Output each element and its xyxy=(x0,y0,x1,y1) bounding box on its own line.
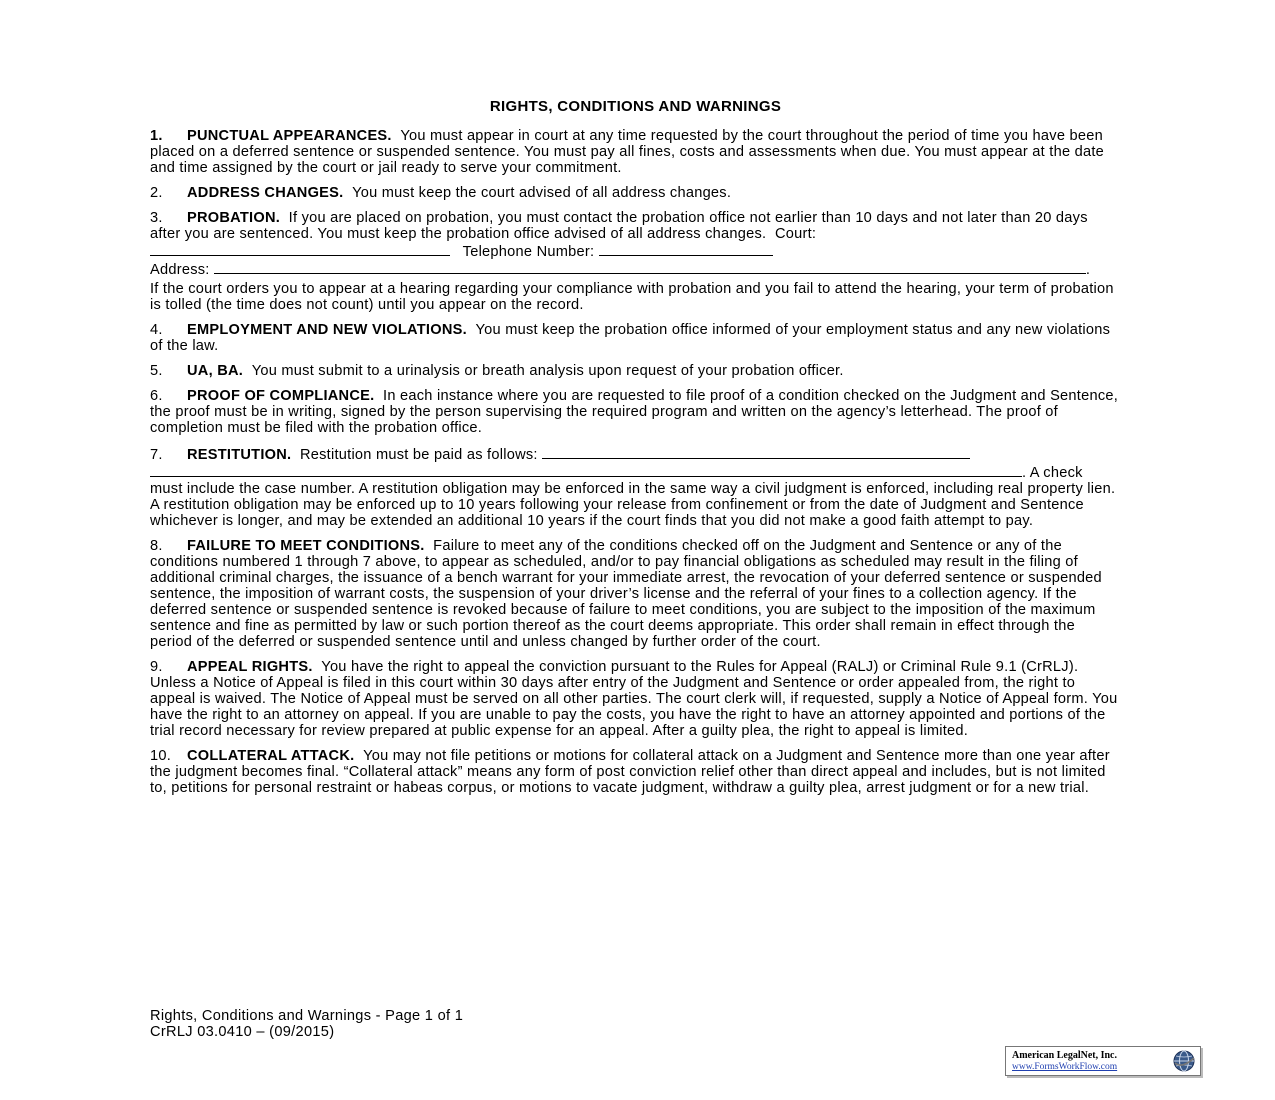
section-8 xyxy=(150,538,1120,650)
section-text: Failure to meet any of the conditions checked off on the Judgment and Sentence or any of the conditions numbered 1 through 7 above, to appear as scheduled, and/or to pay financial obligations as scheduled may result in the filing of additional criminal charges, the issuance of a bench warrant for your immediate arrest, the revocation of your deferred sentence or suspended sentence, the imposition of warrant costs, the suspension of your driver’s license and the referral of your fines to a collection agency. If the deferred sentence or suspended sentence is revoked because of failure to meet conditions, you are subject to the imposition of the maximum sentence and fine as permitted by law or such portion thereof as the court deems appropriate. This order shall remain in effect through the period of the deferred or suspended sentence until and unless changed by further order of the court. xyxy=(150,538,1102,650)
section-9 xyxy=(150,659,1120,739)
section-heading: COLLATERAL ATTACK. xyxy=(187,748,355,764)
section-text: You must submit to a urinalysis or breath analysis upon request of your probation officer. xyxy=(251,363,844,379)
section-heading: PROBATION. xyxy=(187,210,281,226)
section-number: 7. xyxy=(150,447,163,463)
section-number: 9. xyxy=(150,659,163,675)
section-heading: EMPLOYMENT AND NEW VIOLATIONS. xyxy=(187,322,467,338)
section-10 xyxy=(150,748,1120,796)
section-heading: PUNCTUAL APPEARANCES. xyxy=(187,128,392,144)
section-number: 4. xyxy=(150,322,163,338)
address-blank[interactable] xyxy=(214,260,1086,274)
section-heading: APPEAL RIGHTS. xyxy=(187,659,313,675)
section-text: Restitution must be paid as follows: xyxy=(299,447,538,463)
globe-icon xyxy=(1172,1049,1196,1073)
page-title: RIGHTS, CONDITIONS AND WARNINGS xyxy=(489,98,782,115)
section-number: 3. xyxy=(150,210,163,226)
footer-form-code: CrRLJ 03.0410 – (09/2015) xyxy=(150,1024,335,1040)
restitution-blank[interactable] xyxy=(542,445,970,459)
page-footer xyxy=(150,1008,463,1040)
section-heading: RESTITUTION. xyxy=(187,447,292,463)
telephone-blank[interactable] xyxy=(599,242,773,256)
section-2 xyxy=(150,185,1120,201)
section-number: 6. xyxy=(150,388,163,404)
court-label: Court: xyxy=(774,226,817,242)
telephone-label: Telephone Number: xyxy=(462,244,595,260)
section-5 xyxy=(150,363,1120,379)
section-text: You may not file petitions or motions for collateral attack on a Judgment and Sentence more than one year after the judgment becomes final. “Collateral attack” means any form of post conviction relief other than direct appeal and includes, but is not limited to, petitions for personal restraint or habeas corpus, or motions to vacate judgment, withdraw a guilty plea, arrest judgment or for a new trial. xyxy=(150,748,1110,796)
section-heading: ADDRESS CHANGES. xyxy=(187,185,344,201)
section-text: You must appear in court at any time requested by the court throughout the period of time you have been placed on a deferred sentence or suspended sentence. You must pay all fines, costs and assessments when due. You must appear at the date and time assigned by the court or jail ready to serve your commitment. xyxy=(150,128,1105,176)
section-heading: PROOF OF COMPLIANCE. xyxy=(187,388,375,404)
check-text: . A check xyxy=(1022,465,1083,481)
section-text: In each instance where you are requested to file proof of a condition checked on the Judgment and Sentence, the proof must be in writing, signed by the person supervising the required program and written on the agency’s letterhead. The proof of completion must be filed with the probation office. xyxy=(150,388,1119,436)
section-6 xyxy=(150,388,1120,436)
logo-company-name: American LegalNet, Inc. xyxy=(1012,1050,1117,1061)
footer-page-label: Rights, Conditions and Warnings - Page 1 of 1 xyxy=(150,1008,464,1024)
address-label: Address: xyxy=(150,262,210,278)
document-body xyxy=(150,128,1120,805)
section-number: 10. xyxy=(150,748,172,764)
section-text: You must keep the probation office informed of your employment status and any new violations of the law. xyxy=(150,322,1111,354)
section-3: 3. PROBATION. If you are placed on probation, you must contact the probation office not earlier than 10 days and not later than 20 days after you are sentenced. You must keep the probation office advised of all address changes. Court: Telephone Number: Address: . If the court orders you to appear at a hearing regarding your compliance with probation and you fail to attend the hearing, your term of probation is tolled (the time does not count) until you appear on the record. xyxy=(150,210,1120,313)
section-number: 5. xyxy=(150,363,163,379)
section-heading: FAILURE TO MEET CONDITIONS. xyxy=(187,538,425,554)
section-text: You must keep the court advised of all address changes. xyxy=(352,185,732,201)
section-4 xyxy=(150,322,1120,354)
court-blank[interactable] xyxy=(150,242,450,256)
section-text: You have the right to appeal the conviction pursuant to the Rules for Appeal (RALJ) or Criminal Rule 9.1 (CrRLJ). Unless a Notice of Appeal is filed in this court within 30 days after entry of the Judgment and Sentence or order appealed from, the right to appeal is waived. The Notice of Appeal must be served on all other parties. The court clerk will, if requested, supply a Notice of Appeal form. You have the right to an attorney on appeal. If you are unable to pay the costs, you have the right to have an attorney appointed and portions of the trial record necessary for review prepared at public expense for an appeal. After a guilty plea, the right to appeal is limited. xyxy=(150,659,1118,739)
section-heading: UA, BA. xyxy=(187,363,244,379)
section-number: 2. xyxy=(150,185,163,201)
section-number: 8. xyxy=(150,538,163,554)
american-legalnet-logo[interactable] xyxy=(1005,1046,1201,1076)
section-1 xyxy=(150,128,1120,176)
section-7 xyxy=(150,445,1120,529)
section-text-continued: If the court orders you to appear at a hearing regarding your compliance with probation and you fail to attend the hearing, your term of probation is tolled (the time does not count) until you appear on the record. xyxy=(150,281,1114,313)
logo-url-link[interactable]: www.FormsWorkFlow.com xyxy=(1012,1062,1118,1072)
section-text-continued: must include the case number. A restitution obligation may be enforced in the same way a civil judgment is enforced, including real property lien. A restitution obligation may be enforced up to 10 years following your release from confinement or from the date of Judgment and Sentence whichever is longer, and may be extended an additional 10 years if the court finds that you did not make a good faith attempt to pay. xyxy=(150,481,1116,529)
section-number: 1. xyxy=(150,128,163,144)
section-text: If you are placed on probation, you must contact the probation office not earlier than 10 days and not later than 20 days after you are sentenced. You must keep the probation office advised of all address changes. xyxy=(150,210,1088,242)
restitution-blank-continued[interactable] xyxy=(150,463,1022,477)
